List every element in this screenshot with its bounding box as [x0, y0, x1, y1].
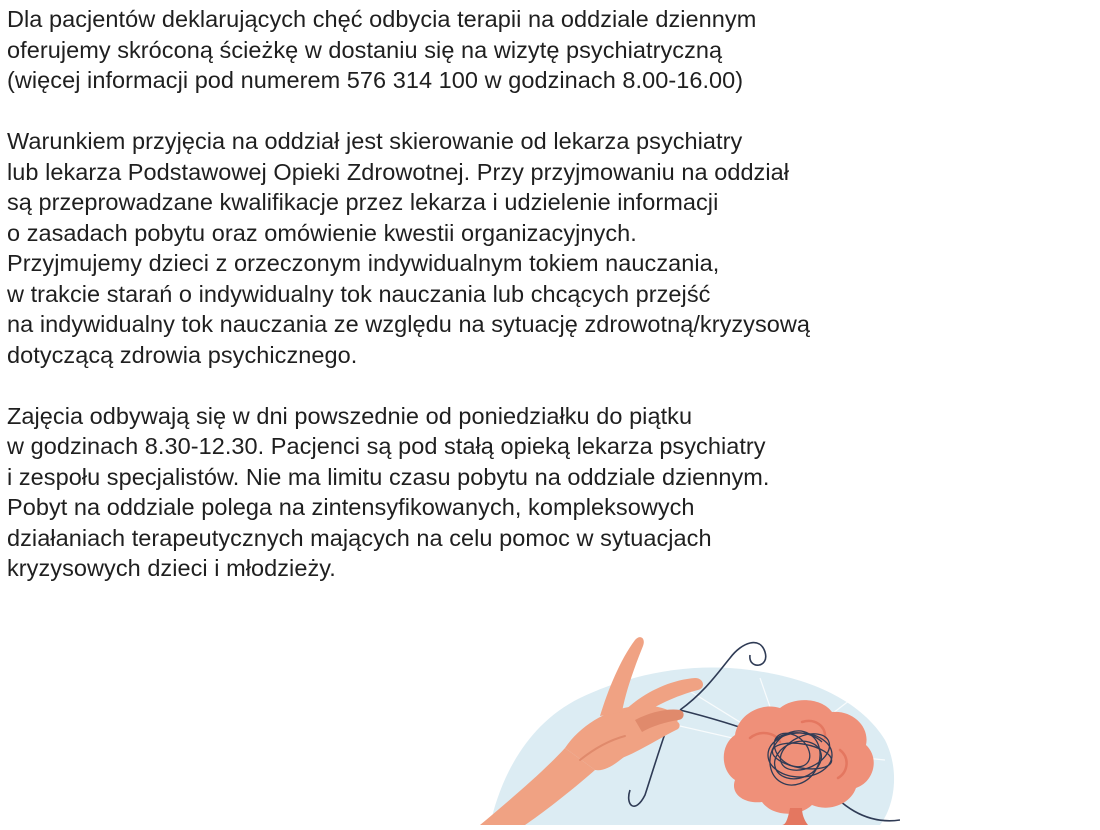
text-line: oferujemy skróconą ścieżkę w dostaniu się na wizytę psychiatryczną — [7, 36, 723, 63]
text-line: Pobyt na oddziale polega na zintensyfikowanych, kompleksowych — [7, 494, 695, 520]
text-line: i zespołu specjalistów. Nie ma limitu czasu pobytu na oddziale dziennym. — [7, 463, 770, 490]
text-line: (więcej informacji pod numerem 576 314 100 w godzinach 8.00-16.00) — [7, 67, 744, 93]
document-body — [7, 4, 1087, 584]
text-line: dotyczącą zdrowia psychicznego. — [7, 341, 358, 368]
text-line: o zasadach pobytu oraz omówienie kwestii organizacyjnych. — [7, 219, 637, 246]
text-line: w godzinach 8.30-12.30. Pacjenci są pod stałą opieką lekarza psychiatry — [7, 433, 766, 459]
text-line: w trakcie starań o indywidualny tok nauczania lub chcących przejść — [7, 280, 711, 307]
illustration-svg — [430, 630, 900, 825]
text-line: działaniach terapeutycznych mających na celu pomoc w sytuacjach — [7, 524, 712, 551]
paragraph-schedule-and-care — [7, 401, 1087, 584]
text-line: Przyjmujemy dzieci z orzeczonym indywidualnym tokiem nauczania, — [7, 250, 720, 276]
text-line: Zajęcia odbywają się w dni powszednie od poniedziałku do piątku — [7, 402, 693, 429]
text-line: są przeprowadzane kwalifikacje przez lekarza i udzielenie informacji — [7, 189, 719, 215]
paragraph-day-ward-fast-track — [7, 4, 1087, 96]
text-line: Warunkiem przyjęcia na oddział jest skierowanie od lekarza psychiatry — [7, 128, 743, 154]
text-line: lub lekarza Podstawowej Opieki Zdrowotnej. Przy przyjmowaniu na oddział — [7, 158, 790, 185]
paragraph-admission-requirements — [7, 126, 1087, 370]
text-line: Dla pacjentów deklarujących chęć odbycia terapii na oddziale dziennym — [7, 6, 757, 32]
text-line: kryzysowych dzieci i młodzieży. — [7, 555, 336, 581]
text-line: na indywidualny tok nauczania ze względu na sytuację zdrowotną/kryzysową — [7, 311, 811, 337]
hand-untangling-brain-icon — [430, 630, 900, 825]
